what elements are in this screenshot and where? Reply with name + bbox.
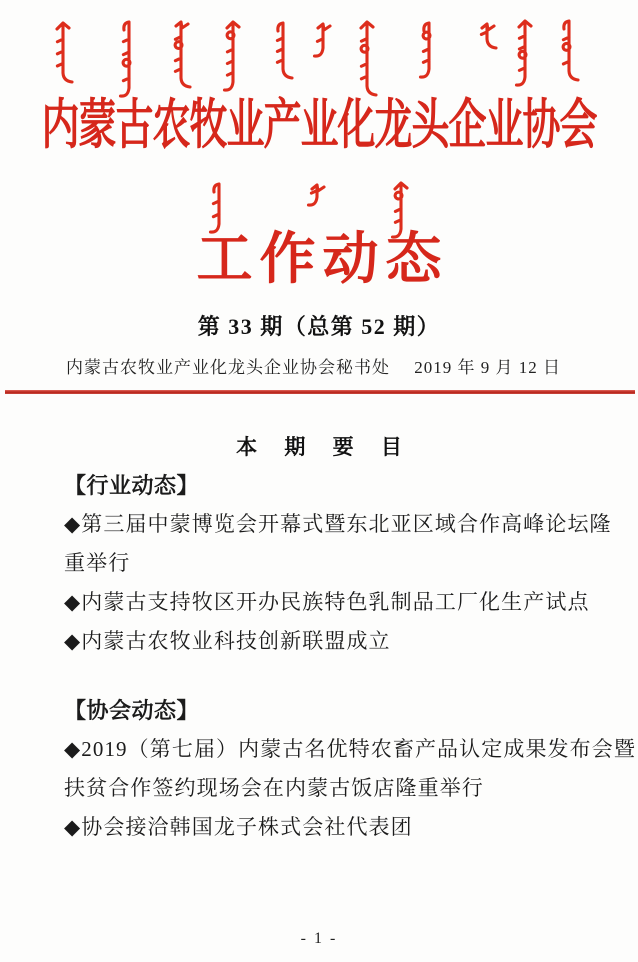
section-heading: 【行业动态】	[64, 473, 200, 498]
issue-number: 第 33 期（总第 52 期）	[197, 314, 441, 339]
toc-item-line: 重举行	[64, 551, 131, 575]
publisher-row	[66, 353, 561, 378]
toc-body	[64, 466, 636, 847]
mongolian-script-banner-icon	[0, 18, 638, 100]
section-heading: 【协会动态】	[64, 698, 200, 723]
bulletin-title: 工作动态	[196, 229, 449, 291]
toc-item-line: 扶贫合作签约现场会在内蒙古饭店隆重举行	[64, 776, 484, 800]
toc-title: 本 期 要 目	[236, 435, 413, 459]
page-number: - 1 -	[300, 930, 338, 947]
toc-item-line: ◆内蒙古农牧业科技创新联盟成立	[64, 629, 391, 653]
toc-item-line: ◆协会接洽韩国龙子株式会社代表团	[64, 815, 413, 839]
toc-item-line: ◆第三届中蒙博览会开幕式暨东北亚区域合作高峰论坛隆	[64, 512, 612, 536]
publish-date: 2019 年 9 月 12 日	[414, 358, 561, 377]
red-divider-rule	[5, 390, 635, 394]
toc-item-line: ◆2019（第七届）内蒙古名优特农畜产品认定成果发布会暨	[64, 737, 636, 761]
toc-item-line: ◆内蒙古支持牧区开办民族特色乳制品工厂化生产试点	[64, 590, 590, 614]
section-industry-news	[64, 466, 612, 661]
publisher-name: 内蒙古农牧业产业化龙头企业协会秘书处	[66, 358, 390, 377]
association-title: 内蒙古农牧业产业化龙头企业协会	[41, 96, 597, 156]
section-association-news	[64, 691, 636, 847]
